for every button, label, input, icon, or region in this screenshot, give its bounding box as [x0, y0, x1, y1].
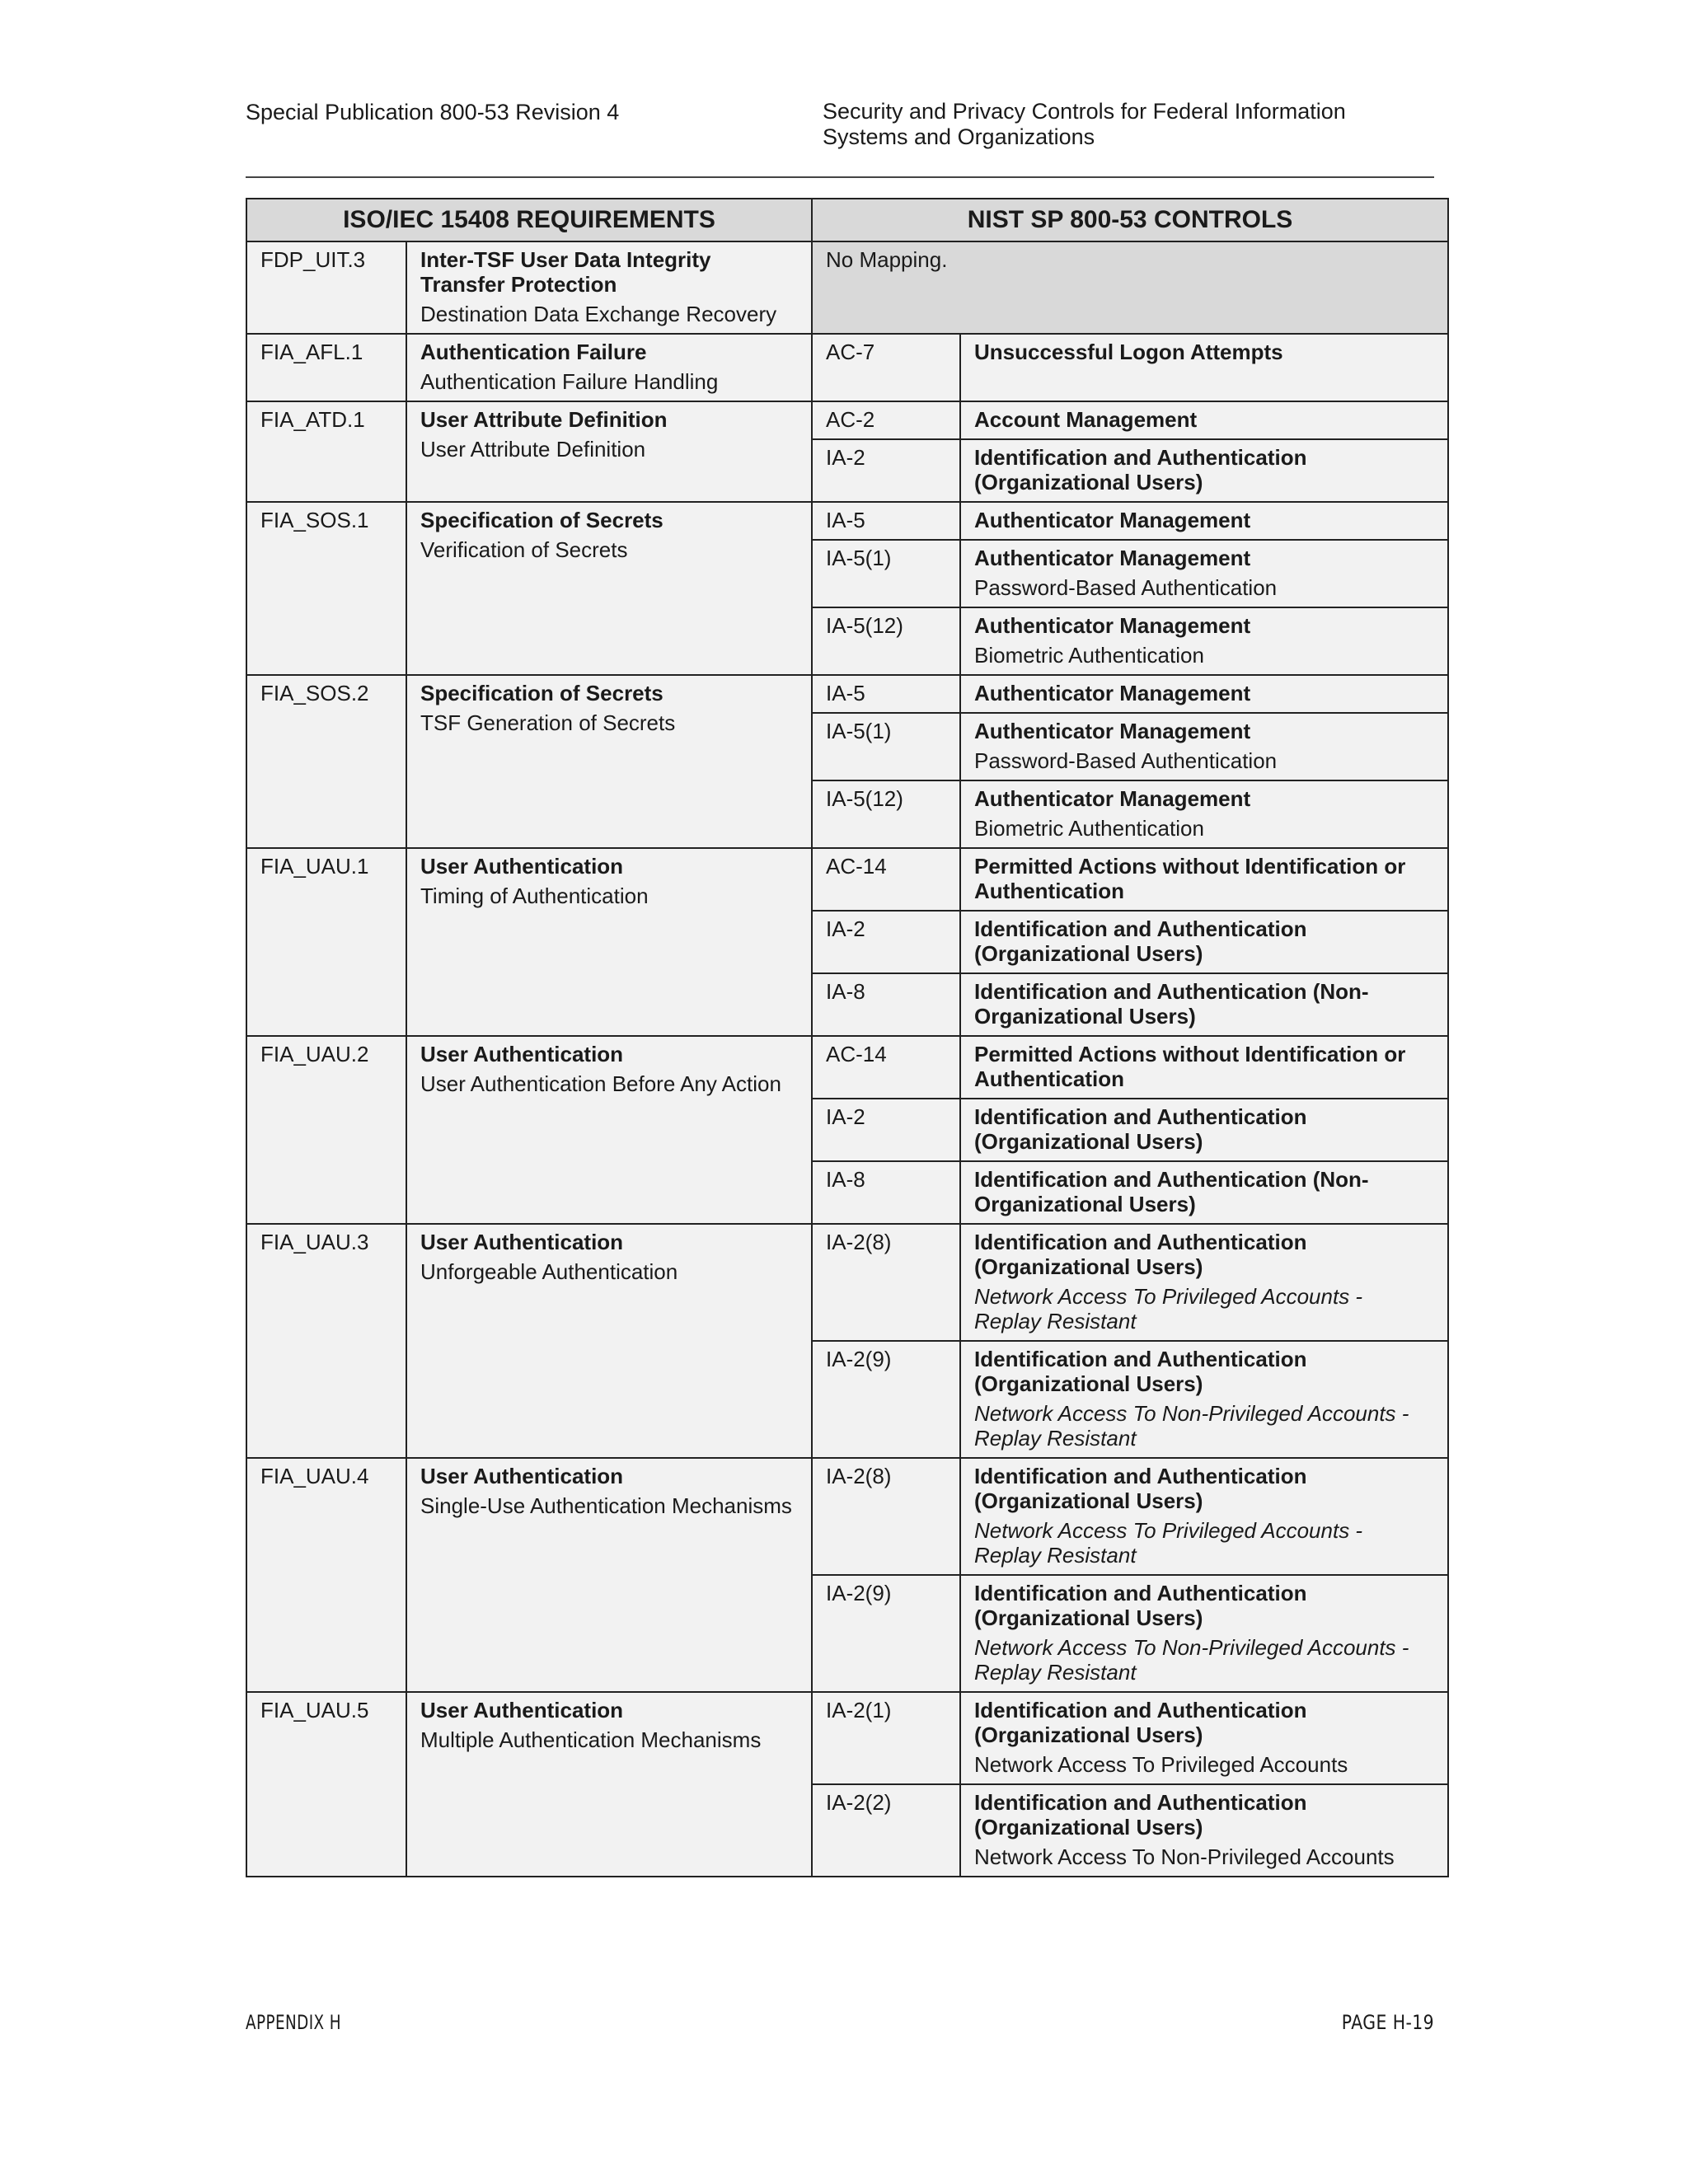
control-id: AC-14 [812, 1036, 960, 1099]
control-cell [960, 848, 1448, 911]
requirement-id: FIA_UAU.2 [246, 1036, 406, 1224]
control-cell [960, 675, 1448, 713]
control-cell [960, 607, 1448, 675]
control-cell [960, 911, 1448, 973]
nist-controls-header: NIST SP 800-53 CONTROLS [812, 199, 1448, 241]
control-title: Authenticator Management [974, 613, 1251, 638]
control-cell [960, 540, 1448, 607]
control-cell [960, 1099, 1448, 1161]
table-header-row [246, 199, 1448, 241]
control-cell [960, 973, 1448, 1036]
requirement-title: Inter-TSF User Data Integrity Transfer Protection [420, 247, 711, 297]
control-title: Unsuccessful Logon Attempts [974, 340, 1283, 364]
requirement-cell [406, 1458, 812, 1692]
footer-appendix: APPENDIX H [246, 2011, 342, 2034]
requirement-id: FDP_UIT.3 [246, 241, 406, 334]
table-row [246, 1036, 1448, 1099]
control-title: Identification and Authentication (Organizational Users) [974, 1347, 1307, 1396]
control-id: IA-2(9) [812, 1341, 960, 1458]
control-title: Permitted Actions without Identification or Authentication [974, 1042, 1406, 1091]
requirement-subtitle: Single-Use Authentication Mechanisms [420, 1493, 792, 1518]
control-enhancement: Biometric Authentication [974, 643, 1204, 668]
control-title: Identification and Authentication (Organizational Users) [974, 1230, 1307, 1279]
requirement-subtitle: User Authentication Before Any Action [420, 1071, 781, 1096]
requirement-cell [406, 1036, 812, 1224]
control-cell [960, 1161, 1448, 1224]
requirement-cell [406, 334, 812, 401]
requirement-title: User Authentication [420, 1464, 624, 1488]
control-cell [960, 1224, 1448, 1341]
control-title: Authenticator Management [974, 508, 1251, 532]
control-id: IA-5(1) [812, 713, 960, 780]
control-title: Authenticator Management [974, 719, 1251, 743]
requirement-title: Specification of Secrets [420, 508, 663, 532]
table-row [246, 1458, 1448, 1575]
control-cell [960, 439, 1448, 502]
control-id: AC-2 [812, 401, 960, 439]
control-cell [960, 1692, 1448, 1784]
control-id: IA-2 [812, 1099, 960, 1161]
control-title: Identification and Authentication (Organizational Users) [974, 1790, 1307, 1840]
control-id: IA-5 [812, 675, 960, 713]
control-enhancement: Password-Based Authentication [974, 748, 1278, 773]
table-row [246, 1224, 1448, 1341]
iso-requirements-header: ISO/IEC 15408 REQUIREMENTS [246, 199, 812, 241]
table-row [246, 241, 1448, 334]
control-cell [960, 334, 1448, 401]
control-id: IA-5(12) [812, 780, 960, 848]
control-id: IA-8 [812, 1161, 960, 1224]
publication-title: Special Publication 800-53 Revision 4 [246, 100, 620, 124]
control-title: Authenticator Management [974, 681, 1251, 705]
control-title: Identification and Authentication (Organizational Users) [974, 1464, 1307, 1513]
requirement-cell [406, 1224, 812, 1458]
control-id: IA-2(8) [812, 1224, 960, 1341]
control-enhancement: Network Access To Privileged Accounts [974, 1752, 1348, 1777]
requirement-title: Specification of Secrets [420, 681, 663, 705]
requirement-id: FIA_UAU.3 [246, 1224, 406, 1458]
requirement-cell [406, 848, 812, 1036]
control-id: IA-2(8) [812, 1458, 960, 1575]
requirement-subtitle: TSF Generation of Secrets [420, 710, 676, 735]
control-title: Authenticator Management [974, 546, 1251, 570]
footer-page-number: PAGE H-19 [1341, 2011, 1434, 2034]
table-row [246, 401, 1448, 439]
control-cell [960, 713, 1448, 780]
control-id: IA-5(1) [812, 540, 960, 607]
control-title: Identification and Authentication (Non-Organizational Users) [974, 979, 1369, 1029]
control-id: IA-5 [812, 502, 960, 540]
table-row [246, 502, 1448, 540]
page-header [246, 97, 1434, 178]
control-id: AC-7 [812, 334, 960, 401]
control-enhancement: Biometric Authentication [974, 816, 1204, 841]
requirement-id: FIA_SOS.1 [246, 502, 406, 675]
table-row [246, 334, 1448, 401]
control-id: AC-14 [812, 848, 960, 911]
control-cell [960, 1341, 1448, 1458]
control-enhancement: Network Access To Privileged Accounts - Replay Resistant [974, 1518, 1363, 1568]
requirement-id: FIA_UAU.1 [246, 848, 406, 1036]
requirement-id: FIA_ATD.1 [246, 401, 406, 502]
control-id: IA-8 [812, 973, 960, 1036]
requirement-cell [406, 675, 812, 848]
control-enhancement: Network Access To Non-Privileged Accounts - Replay Resistant [974, 1635, 1409, 1685]
table-row [246, 1692, 1448, 1784]
requirement-cell [406, 502, 812, 675]
control-cell [960, 1784, 1448, 1877]
control-title: Identification and Authentication (Organizational Users) [974, 1104, 1307, 1154]
control-enhancement: Password-Based Authentication [974, 575, 1278, 600]
table-row [246, 675, 1448, 713]
control-enhancement: Network Access To Privileged Accounts - Replay Resistant [974, 1284, 1363, 1333]
requirement-title: Authentication Failure [420, 340, 647, 364]
control-title: Permitted Actions without Identification or Authentication [974, 854, 1406, 903]
control-id: IA-2(1) [812, 1692, 960, 1784]
requirement-title: User Authentication [420, 854, 624, 879]
requirement-title: User Authentication [420, 1698, 624, 1722]
mapping-table [246, 198, 1449, 1877]
control-title: Identification and Authentication (Organizational Users) [974, 1698, 1307, 1747]
control-cell [960, 1575, 1448, 1692]
control-cell [960, 1458, 1448, 1575]
table-body [246, 241, 1448, 1877]
requirement-cell [406, 401, 812, 502]
control-title: Identification and Authentication (Non-Organizational Users) [974, 1167, 1369, 1216]
control-title: Identification and Authentication (Organizational Users) [974, 445, 1307, 494]
requirement-subtitle: Unforgeable Authentication [420, 1259, 678, 1284]
control-id: IA-2(2) [812, 1784, 960, 1877]
requirement-title: User Attribute Definition [420, 407, 668, 432]
control-id: IA-5(12) [812, 607, 960, 675]
control-cell [960, 780, 1448, 848]
control-cell [960, 401, 1448, 439]
requirement-id: FIA_UAU.4 [246, 1458, 406, 1692]
control-title: Identification and Authentication (Organizational Users) [974, 1581, 1307, 1630]
requirement-subtitle: Timing of Authentication [420, 883, 649, 908]
requirement-title: User Authentication [420, 1230, 624, 1254]
requirement-subtitle: Destination Data Exchange Recovery [420, 302, 777, 326]
requirement-subtitle: Verification of Secrets [420, 537, 628, 562]
requirement-cell [406, 241, 812, 334]
control-enhancement: Network Access To Non-Privileged Accounts - Replay Resistant [974, 1401, 1409, 1451]
control-cell [960, 502, 1448, 540]
control-title: Account Management [974, 407, 1198, 432]
control-title: Authenticator Management [974, 786, 1251, 811]
control-id: IA-2 [812, 911, 960, 973]
control-id: IA-2(9) [812, 1575, 960, 1692]
control-title: Identification and Authentication (Organizational Users) [974, 916, 1307, 966]
requirement-cell [406, 1692, 812, 1877]
control-cell [960, 1036, 1448, 1099]
control-id: IA-2 [812, 439, 960, 502]
requirement-id: FIA_SOS.2 [246, 675, 406, 848]
document-title: Security and Privacy Controls for Federal Information Systems and Organizations [823, 99, 1346, 149]
requirement-title: User Authentication [420, 1042, 624, 1066]
requirement-id: FIA_UAU.5 [246, 1692, 406, 1877]
control-enhancement: Network Access To Non-Privileged Accounts [974, 1844, 1395, 1869]
requirement-id: FIA_AFL.1 [246, 334, 406, 401]
requirement-subtitle: User Attribute Definition [420, 437, 646, 462]
requirement-subtitle: Authentication Failure Handling [420, 369, 719, 394]
no-mapping-cell: No Mapping. [812, 241, 1448, 334]
requirement-subtitle: Multiple Authentication Mechanisms [420, 1727, 762, 1752]
table-row [246, 848, 1448, 911]
